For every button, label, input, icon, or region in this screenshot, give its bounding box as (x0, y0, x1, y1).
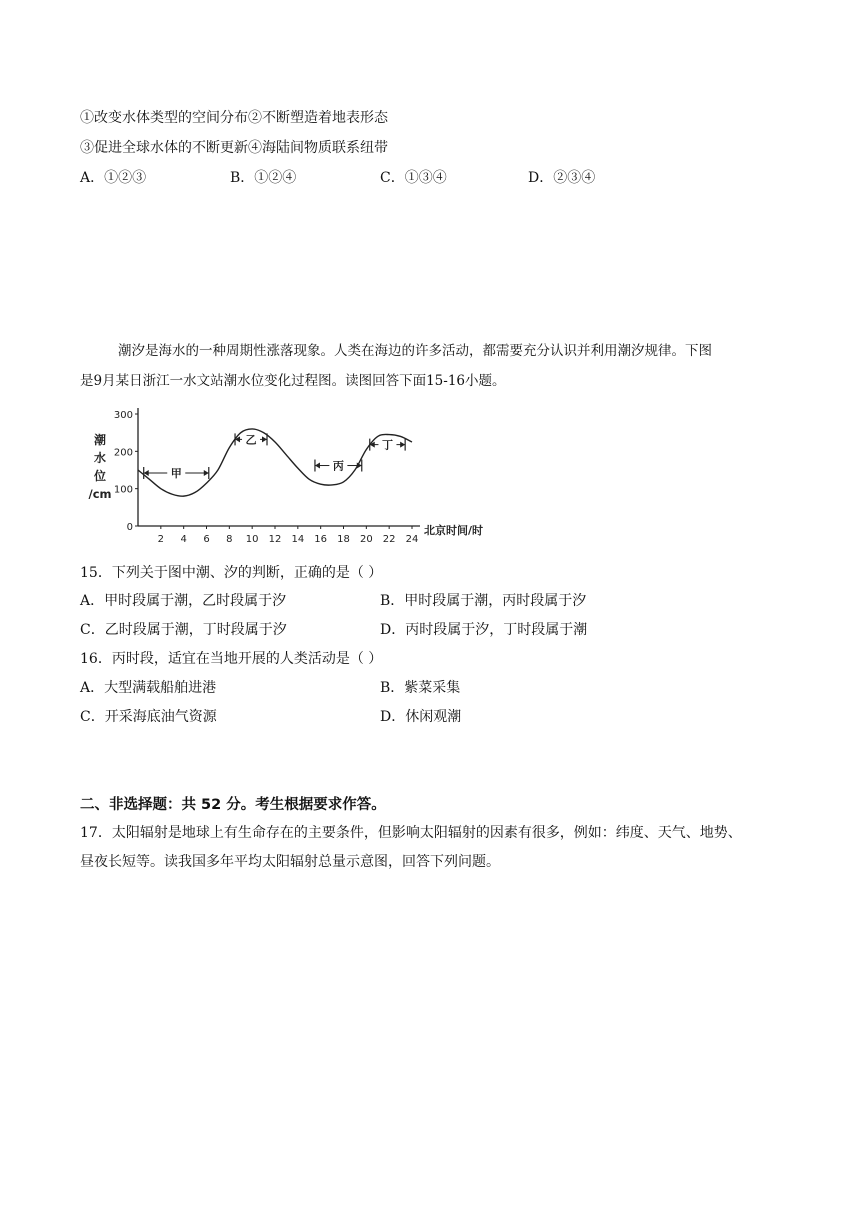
y-axis-label-char: 位 (93, 469, 107, 483)
q15-choice-c: C．乙时段属于潮，丁时段属于汐 (80, 622, 287, 638)
tide-line (138, 429, 412, 496)
period-label: 丁 (381, 438, 393, 452)
passage-line-2: 是9月某日浙江一水文站潮水位变化过程图。读图回答下面15-16小题。 (80, 373, 506, 389)
x-tick-label: 4 (180, 534, 187, 545)
period-marker (235, 433, 267, 446)
section-2-heading: 二、非选择题：共 52 分。考生根据要求作答。 (80, 797, 386, 813)
passage-line-1: 潮汐是海水的一种周期性涨落现象。人类在海边的许多活动，都需要充分认识并利用潮汐规律。下图 (118, 343, 712, 359)
y-axis-label-char: 潮 (93, 433, 107, 447)
period-label: 丙 (332, 459, 344, 473)
x-tick-label: 22 (382, 534, 396, 545)
period-right-arrow (262, 436, 267, 442)
y-tick-label: 300 (113, 410, 133, 421)
y-tick-label: 100 (113, 484, 133, 496)
q15-stem: 15．下列关于图中潮、汐的判断，正确的是（ ） (80, 565, 383, 581)
q16-choice-d: D．休闲观潮 (380, 709, 462, 725)
q17-line-2: 昼夜长短等。读我国多年平均太阳辐射总量示意图，回答下列问题。 (80, 854, 500, 870)
x-tick-label: 16 (314, 534, 328, 545)
period-label: 乙 (245, 433, 257, 447)
q16-stem: 16．丙时段，适宜在当地开展的人类活动是（ ） (80, 651, 383, 667)
period-marker (370, 439, 405, 452)
x-tick-label: 24 (405, 534, 419, 545)
y-axis-label (89, 432, 112, 501)
q16-choice-c: C．开采海底油气资源 (80, 709, 217, 725)
q16-choice-a: A．大型满载船舶进港 (80, 680, 217, 696)
x-tick-label: 12 (268, 534, 282, 545)
q15-choice-a: A．甲时段属于潮，乙时段属于汐 (80, 593, 287, 609)
x-tick-label: 10 (245, 534, 259, 545)
period-label: 甲 (170, 466, 182, 480)
tide-curve (138, 429, 412, 496)
q16-choice-b: B．紫菜采集 (380, 680, 461, 696)
x-axis-label (424, 523, 483, 537)
period-left-arrow (315, 463, 320, 469)
q14-statement-line-2: ③促进全球水体的不断更新④海陆间物质联系纽带 (80, 140, 388, 156)
q14-statement-line-1: ①改变水体类型的空间分布②不断塑造着地表形态 (80, 110, 388, 126)
period-right-arrow (204, 470, 209, 476)
q17-line-1: 17．太阳辐射是地球上有生命存在的主要条件，但影响太阳辐射的因素有很多，例如：纬度、天气、地势、 (80, 825, 742, 841)
axis-ticks (114, 410, 418, 545)
q14-choice-d: D．②③④ (528, 170, 596, 186)
period-markers (144, 433, 405, 480)
x-tick-label: 14 (291, 534, 305, 545)
q14-choice-c: C．①③④ (380, 170, 447, 186)
period-right-arrow (400, 442, 405, 448)
q15-choice-d: D．丙时段属于汐，丁时段属于潮 (380, 622, 588, 638)
y-tick-label: 200 (113, 447, 133, 459)
x-tick-label: 8 (226, 534, 233, 545)
x-tick-label: 18 (337, 534, 350, 545)
y-axis-unit: /cm (88, 487, 112, 501)
x-tick-label: 20 (359, 534, 373, 545)
x-tick-label: 2 (157, 534, 165, 545)
q14-choice-b: B．①②④ (230, 170, 297, 186)
x-axis-label: 北京时间/时 (424, 524, 484, 537)
q15-choice-b: B．甲时段属于潮，丙时段属于汐 (380, 593, 587, 609)
tide-level-chart (80, 402, 500, 548)
y-axis-label-char: 水 (93, 451, 107, 465)
period-marker (144, 467, 209, 480)
x-tick-label: 6 (203, 534, 210, 545)
q14-choice-a: A．①②③ (80, 170, 147, 186)
y-tick-label: 0 (126, 522, 133, 533)
